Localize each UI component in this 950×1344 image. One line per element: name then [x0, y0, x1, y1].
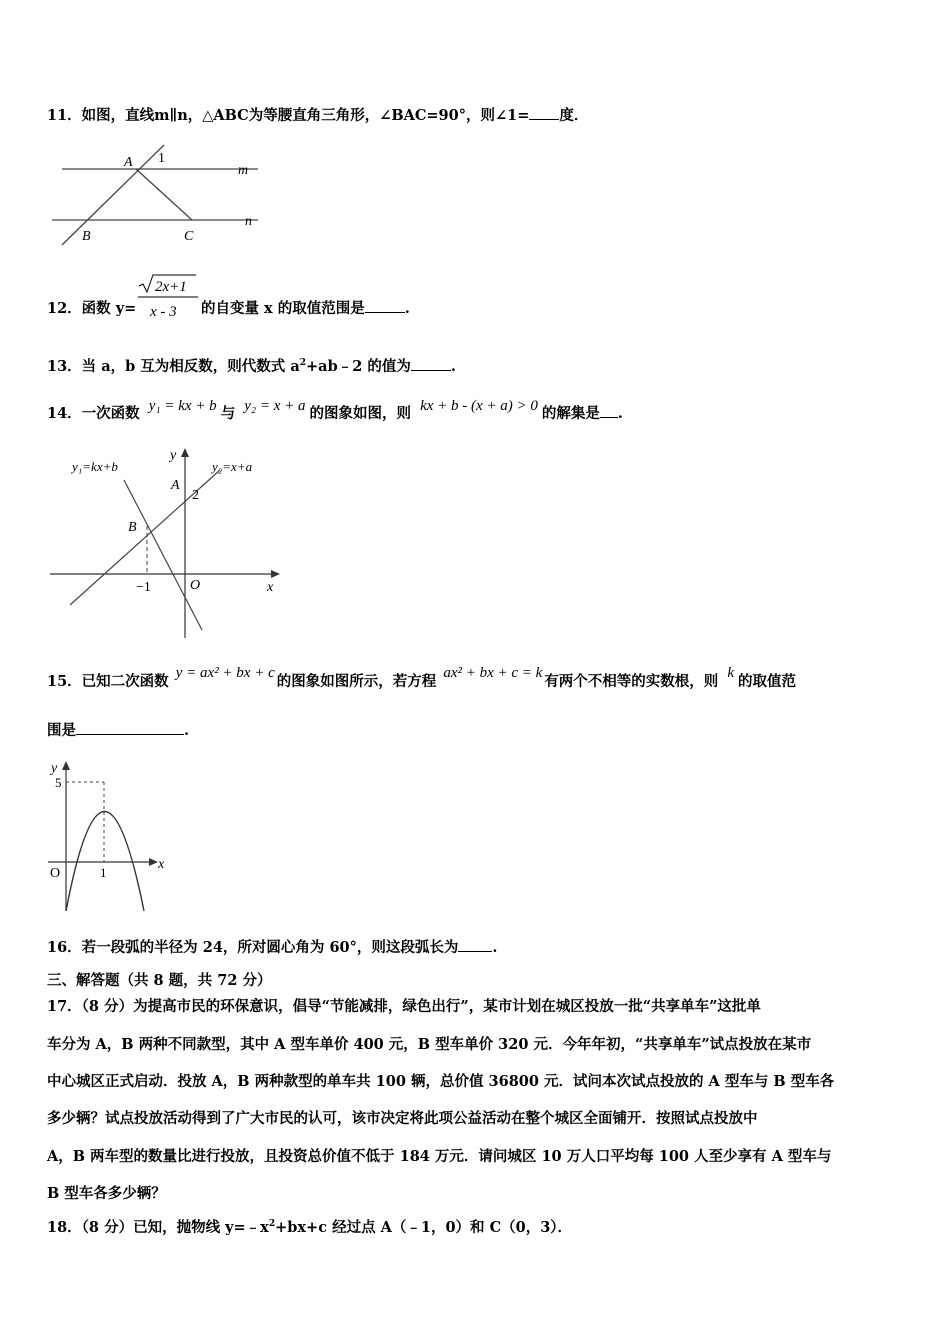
q11-text: 11．如图，直线m∥n，△ABC为等腰直角三角形，∠BAC=90°，则∠1=: [47, 107, 530, 124]
q11-label-B: B: [82, 229, 91, 244]
q14-suffix: 的解集是: [541, 405, 600, 422]
q14-f1: y₁ = kx + b: [148, 398, 217, 414]
q13-answer-blank: [411, 356, 451, 371]
q15-label-1: 1: [100, 865, 107, 880]
q16-text: 16．若一段弧的半径为 24，所对圆心角为 60°，则这段弧长为: [47, 939, 459, 956]
q14-f2: y₂ = x + a: [244, 398, 306, 414]
q14-label-line2: y₂=x+a: [212, 459, 253, 474]
q14-label-line1: y₁=kx+b: [72, 459, 118, 474]
q11-label-n: n: [245, 214, 252, 229]
q14-end: .: [617, 405, 623, 422]
q17-line-5: A，B 两车型的数量比进行投放，且投资总价值不低于 184 万元．请问城区 10 万人口平均每 100 人至少享有 A 型车与: [47, 1148, 832, 1165]
q14-label-y: y: [170, 448, 177, 463]
q14-label-2: 2: [192, 488, 199, 503]
q17-line-6: B 型车各多少辆？: [47, 1185, 166, 1202]
q12-suffix: 的自变量 x 的取值范围是: [201, 300, 365, 317]
question-15: [47, 665, 797, 691]
q14-middle: 的图象如图，则: [309, 405, 412, 422]
q15-middle2: 有两个不相等的实数根，则: [544, 673, 719, 690]
question-18: [47, 1216, 572, 1237]
q12-end: .: [404, 300, 410, 317]
q14-label-O: O: [190, 578, 201, 593]
q14-label-A: A: [171, 478, 180, 493]
q14-label-B: B: [128, 520, 137, 535]
q17-line-3: 中心城区正式启动．投放 A，B 两种款型的单车共 100 辆，总价值 36800 元．试问本次试点投放的 A 型车与 B 型车各: [47, 1073, 835, 1090]
question-12: [47, 297, 136, 318]
q12-tail: [201, 297, 410, 318]
q15-figure: [44, 756, 174, 914]
q11-answer-blank: [529, 105, 559, 120]
q14-answer-blank: [600, 403, 618, 418]
q11-label-A: A: [124, 155, 133, 170]
q14-label-x: x: [267, 580, 274, 595]
q14-figure: [44, 443, 284, 643]
q13-prefix: 13．当 a，b 互为相反数，则代数式 a: [47, 358, 300, 375]
q15-f1: y = ax² + bx + c: [175, 665, 275, 681]
q12-answer-blank: [365, 298, 405, 313]
q14-connector: 与: [220, 405, 236, 422]
q12-fraction: [136, 272, 200, 324]
q13-middle: +ab﹣2 的值为: [306, 358, 411, 375]
q15-line2: 围是: [47, 722, 76, 739]
q15-middle: 的图象如图所示，若方程: [276, 673, 437, 690]
question-13: [47, 355, 456, 376]
question-14: [47, 398, 623, 423]
q15-end: .: [184, 722, 190, 739]
q15-eq: ax² + bx + c = k: [443, 665, 543, 681]
q18-prefix: 18．（8 分）已知，抛物线 y=﹣x: [47, 1219, 269, 1236]
q11-label-1: 1: [158, 151, 165, 166]
q16-end: .: [492, 939, 498, 956]
q15-label-5: 5: [55, 775, 62, 790]
q17-line-4: 多少辆？试点投放活动得到了广大市民的认可，该市决定将此项公益活动在整个城区全面铺开．按照试点投放中: [47, 1110, 758, 1127]
q12-denominator: x - 3: [150, 304, 177, 320]
q14-prefix: 14．一次函数: [47, 405, 140, 422]
q11-suffix: 度．: [559, 107, 589, 124]
q11-figure: [48, 140, 263, 252]
q15-label-y: y: [51, 761, 58, 776]
q15-suffix: 的取值范: [738, 673, 797, 690]
q15-prefix: 15．已知二次函数: [47, 673, 169, 690]
q18-suffix: +bx+c 经过点 A（﹣1，0）和 C（0，3）．: [275, 1219, 573, 1236]
question-15-line2: [47, 719, 189, 740]
q15-answer-blank: [76, 720, 184, 735]
section-3-title: 三、解答题（共 8 题，共 72 分）: [47, 972, 272, 989]
q15-label-O: O: [50, 866, 61, 881]
question-16: [47, 936, 497, 957]
q14-label-neg1: −1: [136, 580, 151, 595]
q16-answer-blank: [458, 937, 492, 952]
q15-label-x: x: [158, 857, 165, 872]
q13-sup: 2: [299, 358, 307, 369]
q17-line-2: 车分为 A，B 两种不同款型，其中 A 型车单价 400 元，B 型车单价 320 元．今年年初，“共享单车”试点投放在某市: [47, 1036, 812, 1053]
q12-numerator: 2x+1: [155, 279, 187, 295]
q14-inequality: kx + b - (x + a) > 0: [420, 398, 538, 414]
q13-end: .: [450, 358, 456, 375]
q17-line-1: 17．（8 分）为提高市民的环保意识，倡导“节能减排，绿色出行”，某市计划在城区投放一批“共享单车”这批单: [47, 998, 761, 1015]
q11-label-C: C: [184, 229, 194, 244]
q18-sup: 2: [268, 1219, 276, 1230]
q15-k: k: [727, 665, 735, 681]
question-11: [47, 104, 588, 125]
q12-prefix: 12．函数 y=: [47, 300, 137, 317]
q11-label-m: m: [238, 163, 249, 178]
